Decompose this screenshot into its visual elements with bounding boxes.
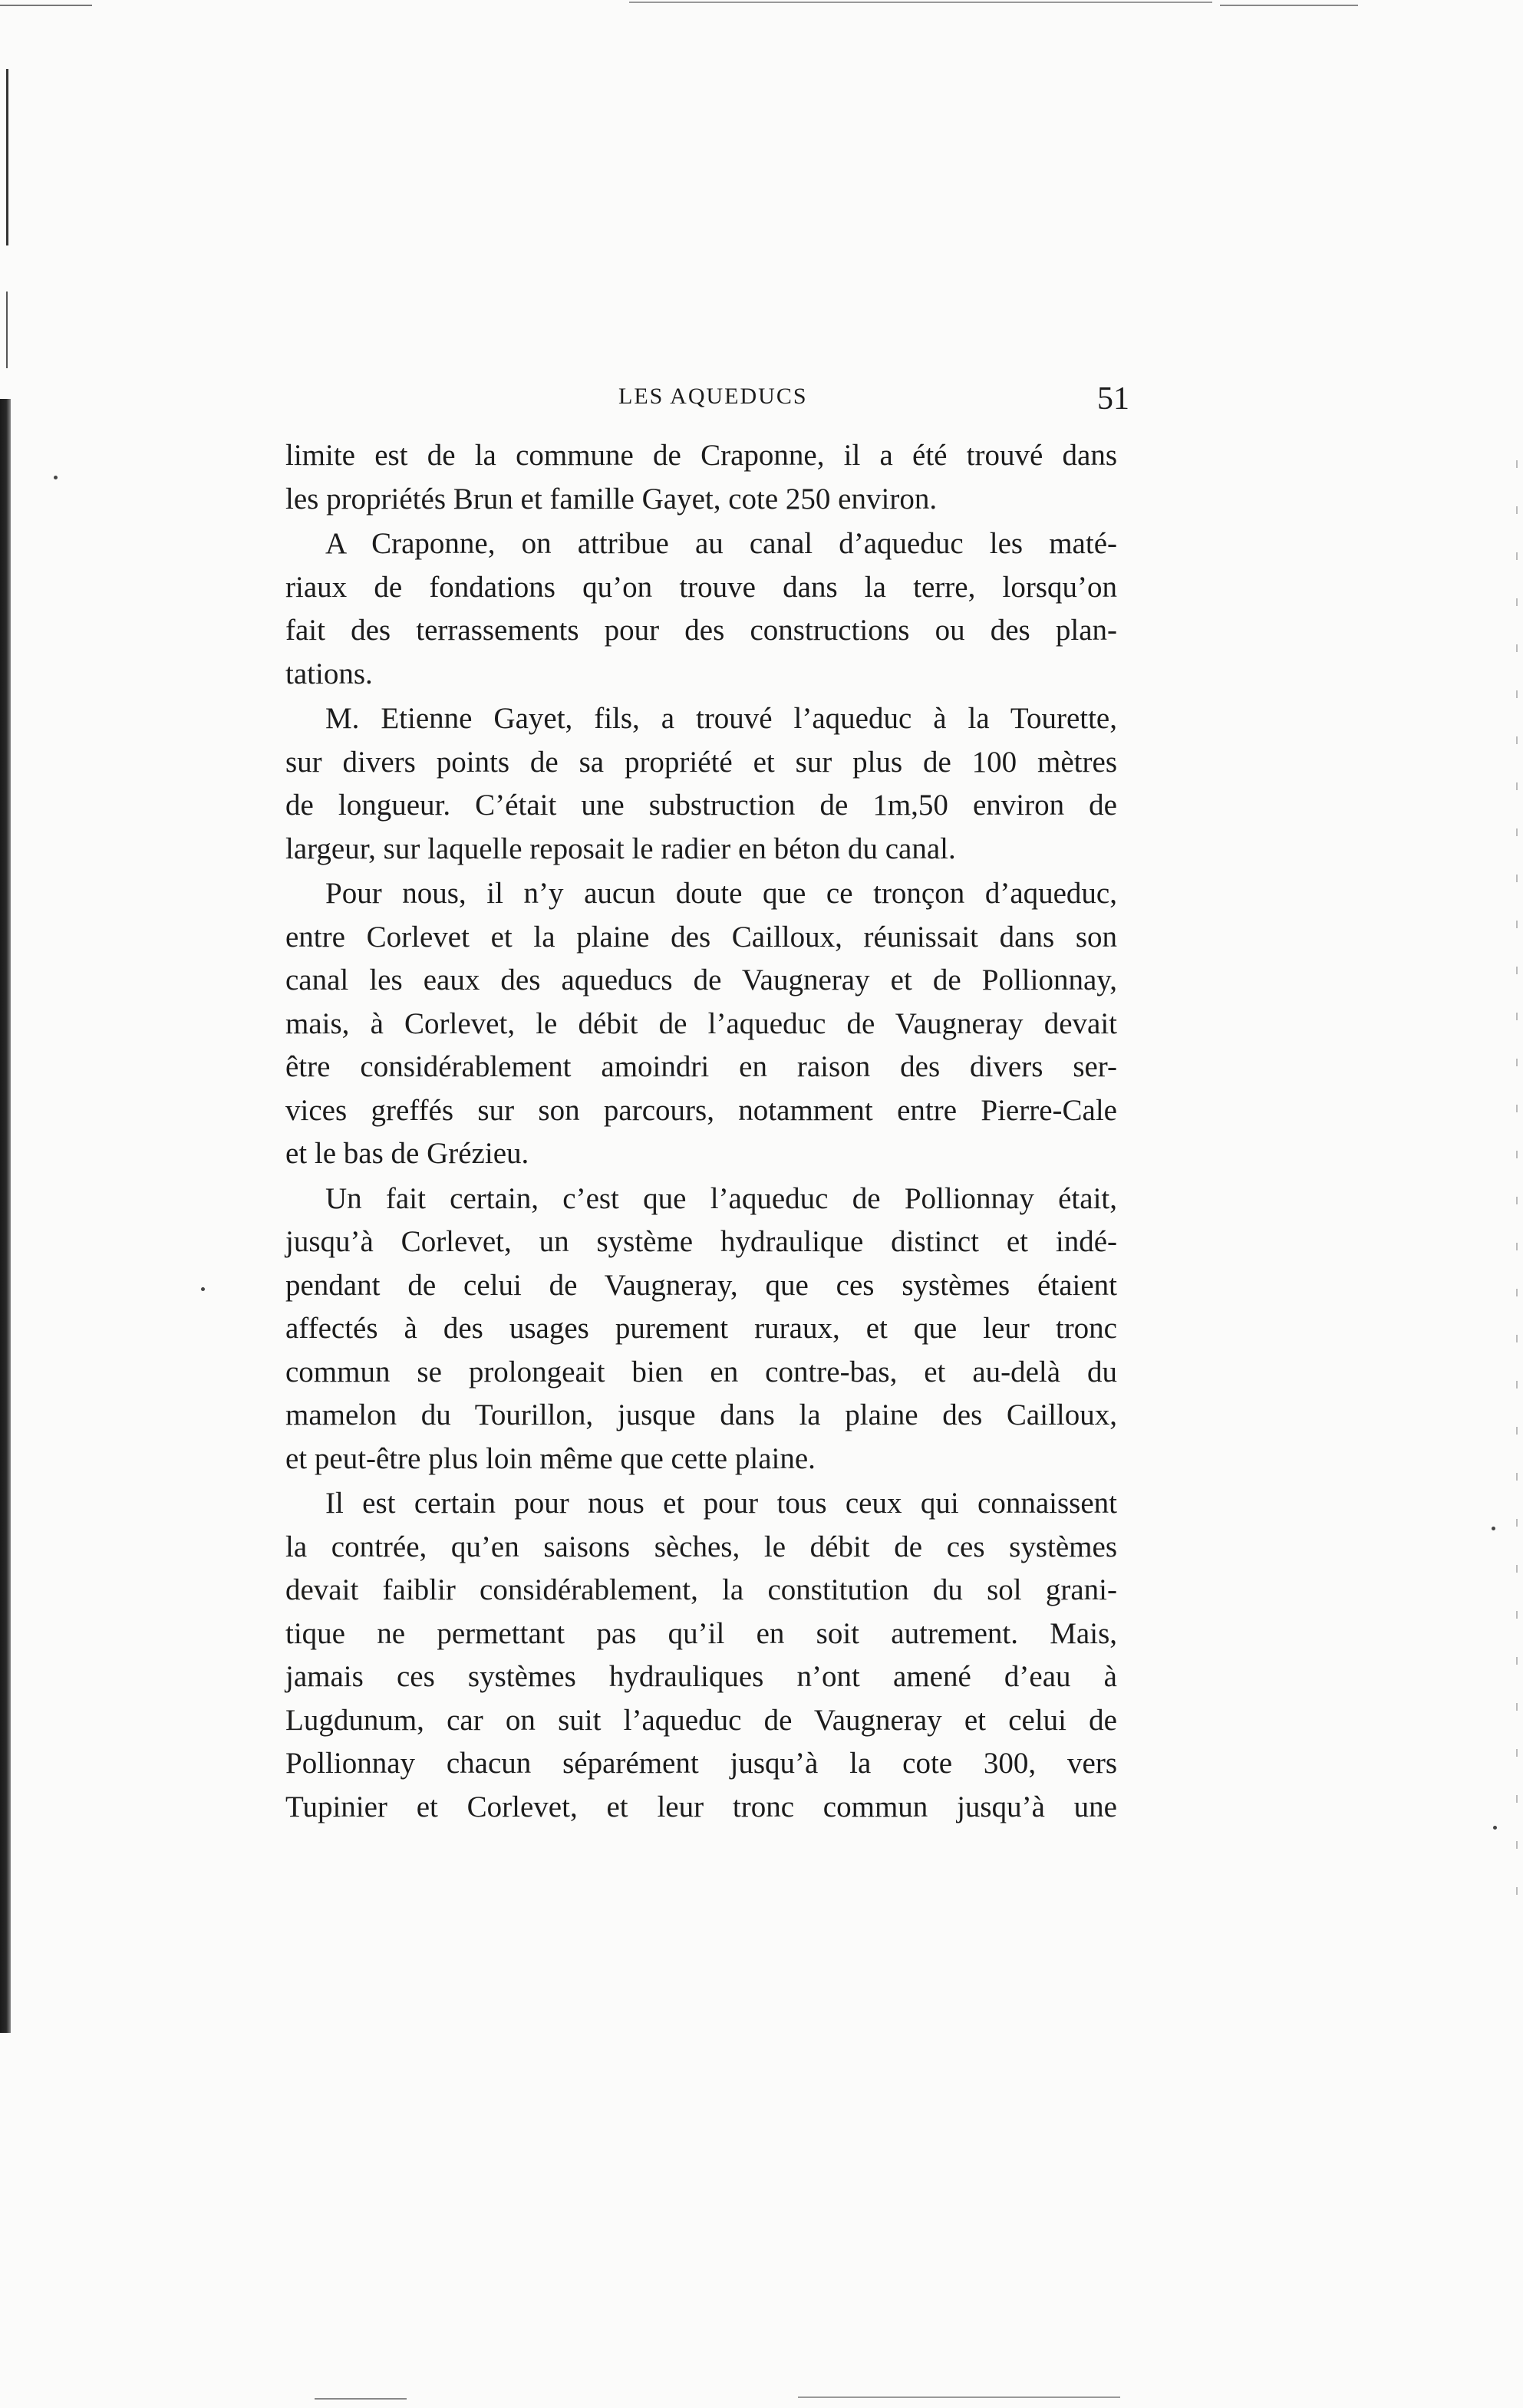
text-line: vices greffés sur son parcours, notamment entre Pierre-Cale xyxy=(285,1093,1117,1127)
paragraph xyxy=(285,697,1117,871)
text-line: sur divers points de sa propriété et sur plus de 100 mètres xyxy=(285,745,1117,779)
text-line: jamais ces systèmes hydrauliques n’ont amené d’eau à xyxy=(285,1660,1117,1693)
text-line: de longueur. C’était une substruction de 1m,50 environ de xyxy=(285,789,1117,822)
text-line: Pollionnay chacun séparément jusqu’à la cote 300, vers xyxy=(285,1747,1117,1780)
text-line: la contrée, qu’en saisons sèches, le débit de ces systèmes xyxy=(285,1530,1117,1563)
scan-edge-top-right xyxy=(1220,5,1358,6)
text-line: affectés à des usages purement ruraux, et que leur tronc xyxy=(285,1312,1117,1345)
text-line: A Craponne, on attribue au canal d’aqueduc les maté- xyxy=(325,527,1117,560)
scan-edge-right xyxy=(1516,460,1518,1918)
text-line: jusqu’à Corlevet, un système hydraulique distinct et indé- xyxy=(285,1225,1117,1258)
running-head xyxy=(307,380,1129,427)
text-line: riaux de fondations qu’on trouve dans la terre, lorsqu’on xyxy=(285,570,1117,604)
text-line: commun se prolongeait bien en contre-bas, et au-delà du xyxy=(285,1355,1117,1388)
scan-speck xyxy=(1492,1527,1495,1530)
scan-edge-left-mark-2 xyxy=(6,292,8,368)
text-line: et peut-être plus loin même que cette plaine. xyxy=(285,1441,816,1475)
text-line: pendant de celui de Vaugneray, que ces systèmes étaient xyxy=(285,1268,1117,1302)
scan-edge-top-left xyxy=(0,5,92,6)
text-line: mais, à Corlevet, le débit de l’aqueduc de Vaugneray devait xyxy=(285,1006,1117,1040)
body-text xyxy=(285,434,1117,1830)
scan-edge-top xyxy=(629,2,1212,3)
text-line: tations. xyxy=(285,657,373,690)
text-line: M. Etienne Gayet, fils, a trouvé l’aqueduc à la Tourette, xyxy=(325,702,1117,735)
text-line: mamelon du Tourillon, jusque dans la plaine des Cailloux, xyxy=(285,1398,1117,1431)
paragraph xyxy=(285,1178,1117,1481)
scan-speck xyxy=(201,1287,205,1291)
text-line: être considérablement amoindri en raison des divers ser- xyxy=(285,1050,1117,1083)
text-line: devait faiblir considérablement, la constitution du sol grani- xyxy=(285,1573,1117,1606)
paragraph xyxy=(285,1482,1117,1829)
text-line: Un fait certain, c’est que l’aqueduc de Pollionnay était, xyxy=(325,1181,1117,1215)
page-number: 51 xyxy=(1097,381,1129,417)
scan-edge-left-mark xyxy=(6,69,8,245)
paragraph xyxy=(285,434,1117,521)
running-title: LES AQUEDUCS xyxy=(618,384,808,409)
text-line: largeur, sur laquelle reposait le radier en béton du canal. xyxy=(285,832,956,865)
text-line: Tupinier et Corlevet, et leur tronc commun jusqu’à une xyxy=(285,1790,1117,1823)
text-line: et le bas de Grézieu. xyxy=(285,1137,529,1170)
scan-edge-bottom xyxy=(798,2396,1120,2398)
scan-edge-left-shadow xyxy=(0,399,11,2033)
paragraph xyxy=(285,522,1117,696)
text-line: les propriétés Brun et famille Gayet, cote 250 environ. xyxy=(285,482,938,516)
text-line: fait des terrassements pour des constructions ou des plan- xyxy=(285,614,1117,647)
scan-speck xyxy=(1493,1826,1497,1830)
scan-speck xyxy=(54,476,58,479)
text-line: limite est de la commune de Craponne, il a été trouvé dans xyxy=(285,439,1117,472)
paragraph xyxy=(285,872,1117,1176)
scan-edge-bottom-left xyxy=(315,2398,407,2400)
text-line: Il est certain pour nous et pour tous ceux qui connaissent xyxy=(325,1487,1117,1520)
text-line: canal les eaux des aqueducs de Vaugneray et de Pollionnay, xyxy=(285,964,1117,996)
text-line: entre Corlevet et la plaine des Cailloux, réunissait dans son xyxy=(285,920,1117,954)
text-line: Pour nous, il n’y aucun doute que ce tronçon d’aqueduc, xyxy=(325,877,1117,910)
text-line: Lugdunum, car on suit l’aqueduc de Vaugneray et celui de xyxy=(285,1703,1117,1737)
text-line: tique ne permettant pas qu’il en soit autrement. Mais, xyxy=(285,1616,1117,1650)
